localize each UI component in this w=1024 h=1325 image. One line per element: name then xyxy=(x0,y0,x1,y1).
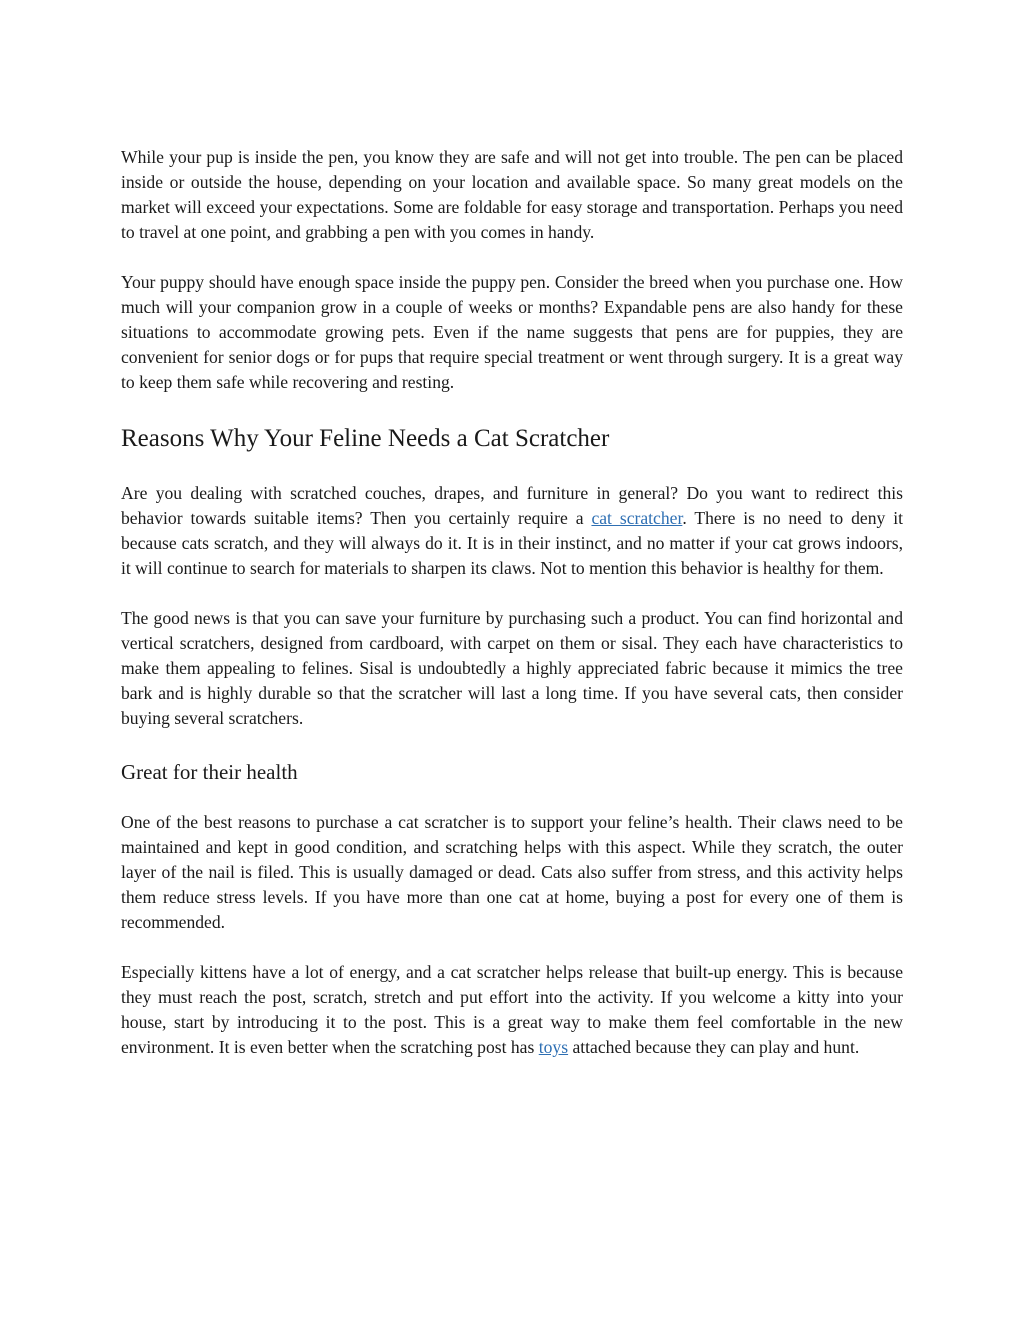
paragraph-spacer xyxy=(121,581,903,606)
heading-spacer xyxy=(121,395,903,424)
paragraph-puppy-pen-safety: While your pup is inside the pen, you know they are safe and will not get into trouble. The pen can be placed inside or outside the house, depending on your location and available space. So many great models on the market will exceed your expectations. Some are foldable for easy storage and transportation. Perhaps you need to travel at one point, and grabbing a pen with you comes in handy. xyxy=(121,147,903,242)
heading-spacer xyxy=(121,454,903,481)
paragraph-spacer xyxy=(121,935,903,960)
paragraph-spacer xyxy=(121,245,903,270)
paragraph-text: Are you dealing with scratched couches, drapes, and furniture in general? Do you want to redirect this behavior towards suitable items? Then you certainly require a xyxy=(121,483,903,528)
paragraph-feline-health: One of the best reasons to purchase a cat scratcher is to support your feline’s health. Their claws need to be maintained and kept in good condition, and scratching helps with this aspect. While they scratch, the outer layer of the nail is filed. This is usually damaged or dead. Cats also suffer from stress, and this activity helps them reduce stress levels. If you have more than one cat at home, buying a post for every one of them is recommended. xyxy=(121,812,903,932)
paragraph-puppy-pen-space: Your puppy should have enough space inside the puppy pen. Consider the breed when you purchase one. How much will your companion grow in a couple of weeks or months? Expandable pens are also handy for these situations to accommodate growing pets. Even if the name suggests that pens are for puppies, they are convenient for senior dogs or for pups that require special treatment or went through surgery. It is a great way to keep them safe while recovering and resting. xyxy=(121,272,903,392)
paragraph-scratched-furniture xyxy=(121,481,903,581)
paragraph-text: Especially kittens have a lot of energy, and a cat scratcher helps release that built-up energy. This is because they must reach the post, scratch, stretch and put effort into the activity. If you welcome a kitty into your house, start by introducing it to the post. This is a great way to make them feel comfortable in the new environment. It is even better when the scratching post has xyxy=(121,962,903,1057)
paragraph-scratcher-types: The good news is that you can save your furniture by purchasing such a product. You can find horizontal and vertical scratchers, designed from cardboard, with carpet on them or sisal. They each have characteristics to make them appealing to felines. Sisal is undoubtedly a highly appreciated fabric because it mimics the tree bark and is highly durable so that the scratcher will last a long time. If you have several cats, then consider buying several scratchers. xyxy=(121,608,903,728)
paragraph-text: . There is no need to deny it because cats scratch, and they will always do it. It is in their instinct, and no matter if your cat grows indoors, it will continue to search for materials to sharpen its claws. Not to mention this behavior is healthy for them. xyxy=(121,508,904,578)
document-page xyxy=(121,145,903,1060)
cat-scratcher-link[interactable]: cat scratcher xyxy=(591,508,683,528)
paragraph-text: attached because they can play and hunt. xyxy=(568,1037,860,1057)
heading-spacer xyxy=(121,731,903,759)
toys-link[interactable]: toys xyxy=(538,1037,569,1057)
heading-spacer xyxy=(121,785,903,810)
subheading-health: Great for their health xyxy=(121,760,298,784)
paragraph-kitten-energy xyxy=(121,960,903,1060)
section-heading-cat-scratcher: Reasons Why Your Feline Needs a Cat Scratcher xyxy=(121,425,610,452)
